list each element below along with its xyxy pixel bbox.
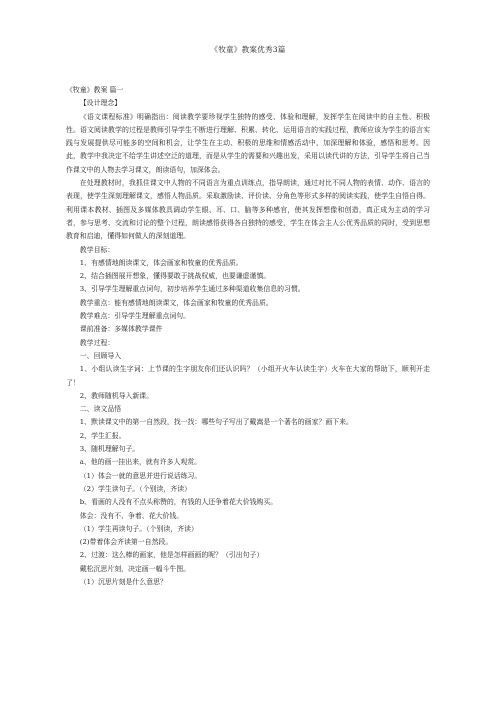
paragraph: 2、结合插图展开想象，懂得要敢于挑战权威，也要谦虚谨慎。 [79, 272, 271, 281]
paragraph: （1）沉思片刻是什么意思？ [79, 577, 167, 586]
paragraph: 3、引导学生理解重点词句，初步培养学生通过多种渠道收集信息的习惯。 [79, 285, 305, 294]
paragraph: 2、教师随机导入新课。 [79, 391, 154, 400]
paragraph: 教学目标： [79, 245, 115, 254]
paragraph: b、看画的人没有不点头称赞的，有钱的人还争着花大价钱购买。 [79, 498, 278, 507]
paragraph: 《语文课程标准》明确指出：阅读教学要珍视学生独特的感受、体验和理解，发挥学生在阅读中的自主性、积极性。语文阅读教学的过程是教师引导学生不断进行理解、积累、转化、运用语言的实践过程，教师应该为学生的语言实践与发展提供尽可能多的空间和机会，让学生在主动、积极的思维和情感活动中，加深理解和体验，感悟和思考。因此，教学中我决定不给学生讲述空泛的道理，而是从学生的需要和兴趣出发，采用以读代讲的方法，引导学生将自己当作课文中的人物去学习课文，朗读语句，加深体会。 [66, 112, 430, 174]
paragraph: a、他的画一挂出来，就有许多人观赏。 [79, 458, 202, 467]
paragraph: 1、默读课文中的第一自然段，找一找：哪些句子写出了戴嵩是一个著名的画家？画下来。 [79, 418, 353, 427]
paragraph: 1、小组认读生字词：上节课的生字朋友你们还认识吗？（小组开火车认读生字）火车在大家的帮助下，顺利开走了！ [66, 365, 430, 387]
paragraph: 课前准备：多媒体教学课件 [79, 325, 163, 334]
paragraph: 体会：没有不、争着、花大价钱。 [79, 511, 184, 520]
paragraph: 3、随机理解句子。 [79, 445, 140, 454]
paragraph: 二、读文品悟 [79, 405, 122, 414]
paragraph: 1、有感情地朗读课文，体会画家和牧童的优秀品质。 [79, 258, 243, 267]
paragraph: 2、学生汇报。 [79, 431, 126, 440]
paragraph: 戴松沉思片刻，决定画一幅斗牛图。 [79, 564, 191, 573]
paragraph: （1）体会一就的意思并进行说话练习。 [79, 471, 202, 480]
document-body [66, 84, 430, 589]
paragraph: (2)带着体会齐读第一自然段。 [79, 538, 173, 547]
paragraph: （2）学生读句子。（个别读，齐读） [79, 484, 191, 493]
section-heading: 《牧童》教案 篇一 [66, 86, 124, 94]
paragraph: 【设计理念】 [79, 99, 122, 108]
paragraph: 教学难点：引导学生理解重点词句。 [79, 312, 191, 321]
paragraph: 一、回顾导入 [79, 351, 122, 360]
paragraph: 教学重点：能有感情地朗读课文，体会画家和牧童的优秀品质。 [79, 298, 273, 307]
paragraph: 2、过渡：这么棒的画家，他是怎样画画的呢？（引出句子） [79, 551, 264, 560]
paragraph: （1）学生再读句子。（个别读，齐读） [79, 524, 198, 533]
paragraph: 教学过程： [79, 338, 115, 347]
paragraph: 在处理教材时，我抓住课文中人物的不同语言为重点训练点，指导朗读，通过对比不同人物的表情、动作、语言的表现，使学生深刻理解课文，感悟人物品质。采取激励读、评价读、分角色等形式多样的阅读实践，使学生自悟自得。利用课本教材、插图及多媒体教具调动学生眼、耳、口、脑等多种感官，使其发挥想像和创造，真正成为主动的学习者，参与思考、交流和讨论的整个过程，朗读感悟获得各自独特的感受，学生在体会主人公优秀品质的同时，受到思想教育和启迪，懂得如何做人的深刻道理。 [66, 179, 430, 241]
document-title: 《牧童》教案优秀3篇 [210, 45, 286, 54]
